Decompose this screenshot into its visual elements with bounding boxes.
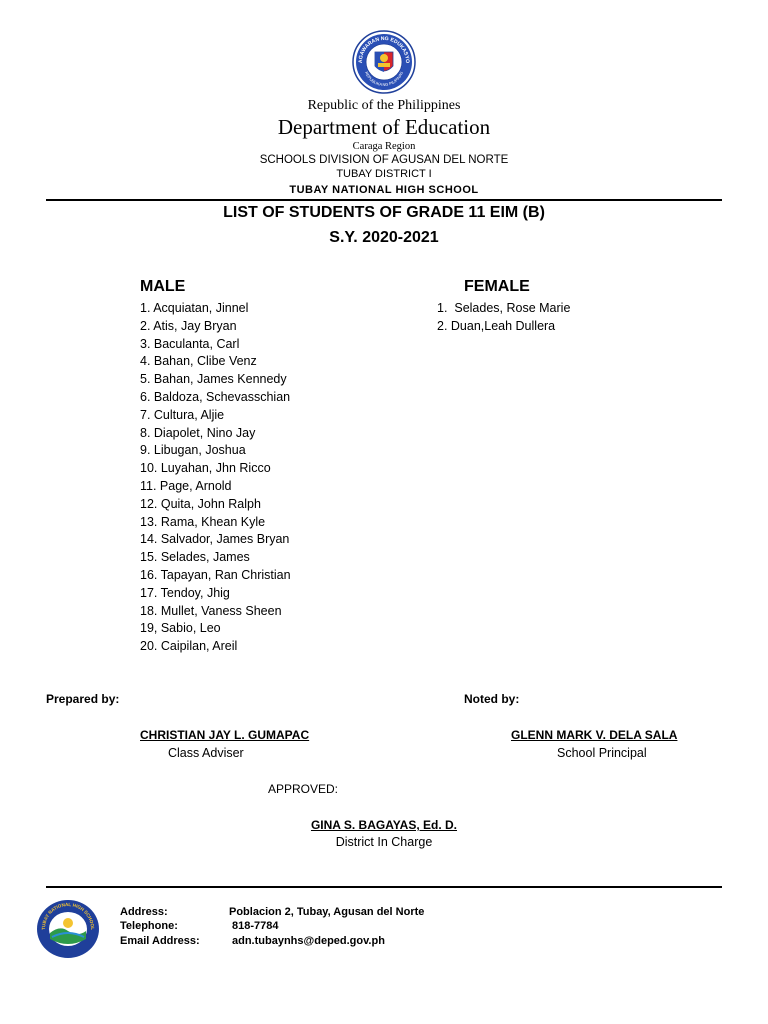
school-logo <box>36 899 100 959</box>
school-year: S.Y. 2020-2021 <box>329 229 439 246</box>
noted-by-label: Noted by: <box>464 692 520 706</box>
district-head-name: GINA S. BAGAYAS, Ed. D. <box>310 818 458 832</box>
adviser-name: CHRISTIAN JAY L. GUMAPAC <box>140 728 310 742</box>
list-item: 2. Duan,Leah Dullera <box>437 318 556 333</box>
region-line: Caraga Region <box>352 141 416 152</box>
svg-text:REPUBLIKA NG PILIPINAS: REPUBLIKA NG PILIPINAS <box>364 70 404 88</box>
list-item: 6. Baldoza, Schevasschian <box>140 389 291 404</box>
list-item: 18. Mullet, Vaness Sheen <box>140 603 282 618</box>
female-heading: FEMALE <box>464 278 530 295</box>
telephone-value: 818-7784 <box>232 920 279 932</box>
address-label: Address: <box>120 906 168 918</box>
school-name: TUBAY NATIONAL HIGH SCHOOL <box>289 184 479 196</box>
list-item: 1. Selades, Rose Marie <box>437 301 571 315</box>
district-line: TUBAY DISTRICT I <box>336 168 432 180</box>
list-item: 17. Tendoy, Jhig <box>140 585 230 600</box>
list-item: 3. Baculanta, Carl <box>140 336 240 351</box>
male-student-list <box>140 300 291 656</box>
adviser-role: Class Adviser <box>168 746 244 760</box>
prepared-by-label: Prepared by: <box>46 692 120 706</box>
approved-label: APPROVED: <box>268 782 339 796</box>
list-item: 7. Cultura, Aljie <box>140 407 225 422</box>
list-item: 14. Salvador, James Bryan <box>140 532 290 547</box>
list-item: 19, Sabio, Leo <box>140 621 221 636</box>
email-value: adn.tubaynhs@deped.gov.ph <box>232 935 385 947</box>
division-line: SCHOOLS DIVISION OF AGUSAN DEL NORTE <box>259 154 509 166</box>
principal-name: GLENN MARK V. DELA SALA <box>511 728 678 742</box>
list-item: 11. Page, Arnold <box>140 478 232 493</box>
list-item: 2. Atis, Jay Bryan <box>140 318 237 333</box>
list-item: 12. Quita, John Ralph <box>140 496 261 511</box>
list-item: 5. Bahan, James Kennedy <box>140 372 287 387</box>
list-item: 15. Selades, James <box>140 550 250 565</box>
list-item: 13. Rama, Khean Kyle <box>140 514 266 529</box>
svg-text:TUBAY NATIONAL HIGH SCHOOL: TUBAY NATIONAL HIGH SCHOOL <box>40 901 96 931</box>
svg-text:KAGAWARAN NG EDUKASYON: AGAWARAN NG EDUKASYO <box>357 35 411 64</box>
list-item: 10. Luyahan, Jhn Ricco <box>140 461 271 476</box>
list-item: 9. Libugan, Joshua <box>140 443 246 458</box>
list-title: LIST OF STUDENTS OF GRADE 11 EIM (B) <box>223 204 545 221</box>
republic-line: Republic of the Philippines <box>307 98 461 113</box>
list-item: 8. Diapolet, Nino Jay <box>140 425 256 440</box>
address-value: Poblacion 2, Tubay, Agusan del Norte <box>229 906 425 918</box>
district-head-role: District In Charge <box>335 835 433 849</box>
telephone-label: Telephone: <box>120 920 178 932</box>
list-item: 1. Acquiatan, Jinnel <box>140 301 249 315</box>
female-student-list <box>437 300 570 336</box>
principal-role: School Principal <box>557 746 647 760</box>
email-label: Email Address: <box>120 935 200 947</box>
list-item: 16. Tapayan, Ran Christian <box>140 567 291 582</box>
header-divider <box>46 199 722 201</box>
footer-divider <box>46 886 722 888</box>
list-item: 4. Bahan, Clibe Venz <box>140 354 257 369</box>
department-title: Department of Education <box>277 115 491 139</box>
list-item: 20. Caipilan, Areil <box>140 639 238 654</box>
deped-seal-logo <box>352 30 416 94</box>
male-heading: MALE <box>140 278 186 295</box>
